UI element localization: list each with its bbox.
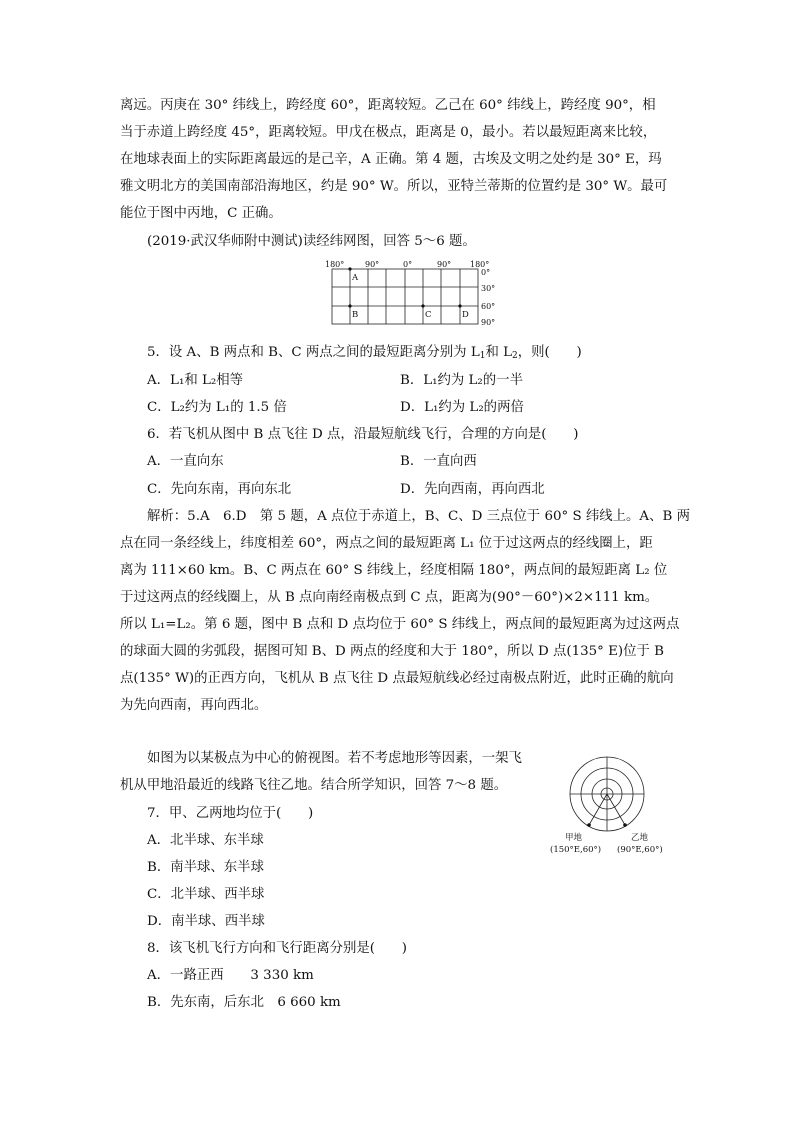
point-c-marker: [421, 304, 424, 307]
intro-7-8-line-2: 机从甲地沿最近的线路飞往乙地。结合所学知识，回答 7～8 题。: [120, 778, 508, 793]
yi-point-marker: [623, 823, 627, 827]
q5-sub-1: 1: [479, 351, 486, 361]
grid-top-label: 180°: [325, 260, 345, 269]
para1-line-5: 能位于图中丙地，C 正确。: [120, 206, 282, 221]
q8-option-b: B．先东南，后东北 6 660 km: [147, 995, 341, 1010]
point-b-marker: [348, 304, 351, 307]
q5-stem: [147, 344, 582, 365]
q5-option-c: C．L₂约为 L₁的 1.5 倍: [147, 400, 287, 415]
grid-top-label: 0°: [403, 260, 413, 269]
q5-stem-end: ，则( ): [517, 345, 582, 360]
q5-stem-mid: 和 L: [485, 345, 512, 360]
q7-stem: 7．甲、乙两地均位于( ): [147, 806, 314, 821]
yi-coord: (90°E,60°): [617, 845, 663, 855]
q7-option-c: C．北半球、西半球: [147, 887, 265, 902]
q5-option-a: A．L₁和 L₂相等: [147, 373, 244, 388]
grid-top-label: 180°: [470, 260, 490, 269]
analysis-line-1: 解析：5.A 6.D 第 5 题，A 点位于赤道上，B、C、D 三点位于 60° S 纬线上。A、B 两: [147, 509, 690, 524]
para1-line-4: 雅文明北方的美国南部沿海地区，约是 90° W。所以，亚特兰蒂斯的位置约是 30° W。最可: [120, 179, 668, 194]
q5-stem-text: 5．设 A、B 两点和 B、C 两点之间的最短距离分别为 L: [147, 345, 480, 360]
grid-right-label: 30°: [481, 284, 496, 293]
para1-line-1: 离远。丙庚在 30° 纬线上，跨经度 60°，距离较短。乙己在 60° 纬线上，跨经度 90°，相: [120, 98, 656, 113]
grid-right-label: 90°: [481, 318, 496, 327]
intro-5-6: (2019·武汉华师附中测试)读经纬网图，回答 5～6 题。: [147, 234, 476, 249]
q6-option-c: C．先向东南，再向东北: [147, 482, 292, 497]
polar-view-figure: [545, 752, 675, 862]
point-a-label: A: [352, 273, 359, 283]
grid-right-label: 0°: [481, 268, 491, 277]
latlong-grid-figure: [322, 257, 502, 327]
q6-option-a: A．一直向东: [147, 454, 224, 469]
point-d-marker: [458, 304, 461, 307]
jia-point-marker: [587, 823, 591, 827]
q6-stem: 6．若飞机从图中 B 点飞往 D 点，沿最短航线飞行，合理的方向是( ): [147, 427, 579, 442]
analysis-line-2: 点在同一条经线上，纬度相差 60°，两点之间的最短距离 L₁ 位于过这两点的经线圈上，距: [120, 536, 653, 551]
point-d-label: D: [462, 310, 469, 320]
para1-line-3: 在地球表面上的实际距离最远的是己辛，A 正确。第 4 题，古埃及文明之处约是 30° E，玛: [120, 152, 662, 167]
grid-top-label: 90°: [437, 260, 452, 269]
grid-top-label: 90°: [365, 260, 380, 269]
intro-7-8-line-1: 如图为以某极点为中心的俯视图。若不考虑地形等因素，一架飞: [147, 751, 522, 766]
jia-label: 甲地: [565, 833, 583, 843]
point-b-label: B: [352, 310, 359, 320]
jia-coord: (150°E,60°): [550, 845, 602, 855]
yi-label: 乙地: [631, 833, 649, 843]
point-a-marker: [348, 267, 351, 270]
q8-option-a: A．一路正西 3 330 km: [147, 968, 314, 983]
analysis-line-4: 于过这两点的经线圈上，从 B 点向南经南极点到 C 点，距离为(90°－60°)×2×111 km。: [120, 590, 659, 605]
q8-stem: 8．该飞机飞行方向和飞行距离分别是( ): [147, 941, 407, 956]
analysis-line-6: 的球面大圆的劣弧段，据图可知 B、D 两点的经度和大于 180°，所以 D 点(135° E)位于 B: [120, 644, 665, 659]
analysis-line-3: 离为 111×60 km。B、C 两点在 60° S 纬线上，经度相隔 180°，两点间的最短距离 L₂ 位: [120, 563, 668, 578]
q5-option-d: D．L₁约为 L₂的两倍: [400, 400, 524, 415]
q6-option-b: B．一直向西: [400, 454, 477, 469]
para1-line-2: 当于赤道上跨经度 45°，距离较短。甲戊在极点，距离是 0，最小。若以最短距离来比较，: [120, 125, 657, 140]
q7-option-b: B．南半球、东半球: [147, 860, 264, 875]
q7-option-d: D．南半球、西半球: [147, 914, 265, 929]
point-c-label: C: [425, 310, 432, 320]
grid-right-label: 60°: [481, 302, 496, 311]
q5-option-b: B．L₁约为 L₂的一半: [400, 373, 523, 388]
q7-option-a: A．北半球、东半球: [147, 833, 264, 848]
analysis-line-8: 为先向西南，再向西北。: [120, 698, 268, 713]
analysis-line-5: 所以 L₁=L₂。第 6 题，图中 B 点和 D 点均位于 60° S 纬线上，两点间的最短距离为过这两点: [120, 617, 680, 632]
q5-sub-2: 2: [512, 351, 518, 361]
analysis-line-7: 点(135° W)的正西方向，飞机从 B 点飞往 D 点最短航线必经过南极点附近，此时正确的航向: [120, 671, 674, 686]
q6-option-d: D．先向西南，再向西北: [400, 482, 545, 497]
